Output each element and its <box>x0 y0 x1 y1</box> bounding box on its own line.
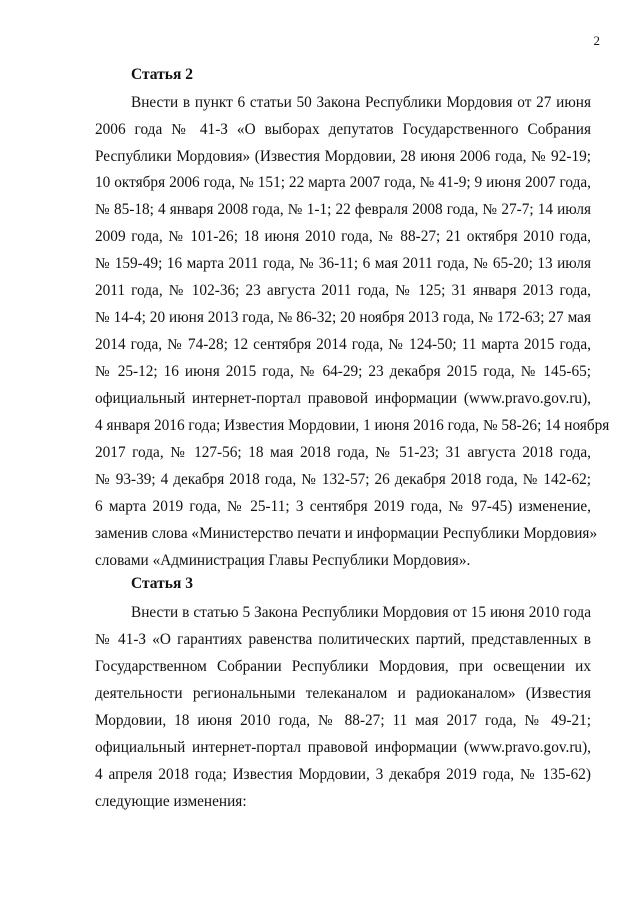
article-2-line: заменив слова «Министерство печати и информации Республики Мордовия» <box>95 525 598 542</box>
article-3-line: Государственном Собрании Республики Мордовия, при освещении их <box>95 658 591 675</box>
article-2-line: 2009 года, № 101-26; 18 июня 2010 года, № 88-27; 21 октября 2010 года, <box>95 228 591 245</box>
article-3-line: официальный интернет-портал правовой информации (www.pravo.gov.ru), <box>95 739 591 756</box>
article-2-line: Внести в пункт 6 статьи 50 Закона Республики Мордовия от 27 июня <box>131 94 591 111</box>
article-3-line: 4 апреля 2018 года; Известия Мордовии, 3 декабря 2019 года, № 135-62) <box>95 766 591 783</box>
article-3-line: Мордовии, 18 июня 2010 года, № 88-27; 11 мая 2017 года, № 49-21; <box>95 712 591 729</box>
article-3-line: № 41-З «О гарантиях равенства политических партий, представленных в <box>95 631 591 648</box>
article-2-line: 10 октября 2006 года, № 151; 22 марта 2007 года, № 41-9; 9 июня 2007 года, <box>95 174 591 191</box>
article-2-line: № 14-4; 20 июня 2013 года, № 86-32; 20 ноября 2013 года, № 172-63; 27 мая <box>95 309 591 326</box>
article-3-line: следующие изменения: <box>95 793 247 810</box>
article-2-line: № 85-18; 4 января 2008 года, № 1-1; 22 февраля 2008 года, № 27-7; 14 июля <box>95 201 591 218</box>
article-2-line: словами «Администрация Главы Республики Мордовия». <box>95 552 471 569</box>
article-2-line: официальный интернет-портал правовой информации (www.pravo.gov.ru), <box>95 390 591 407</box>
article-2-heading: Статья 2 <box>131 66 193 83</box>
article-2-line: № 159-49; 16 марта 2011 года, № 36-11; 6 мая 2011 года, № 65-20; 13 июля <box>95 255 591 272</box>
article-3-line: Внести в статью 5 Закона Республики Мордовия от 15 июня 2010 года <box>131 604 591 621</box>
article-2-line: 2006 года № 41-З «О выборах депутатов Государственного Собрания <box>95 121 591 138</box>
article-2-line: 2017 года, № 127-56; 18 мая 2018 года, № 51-23; 31 августа 2018 года, <box>95 444 591 461</box>
article-2-line: Республики Мордовия» (Известия Мордовии, 28 июня 2006 года, № 92-19; <box>95 148 591 165</box>
article-2-line: 2011 года, № 102-36; 23 августа 2011 года, № 125; 31 января 2013 года, <box>95 282 591 299</box>
article-3-line: деятельности региональными телеканалом и радиоканалом» (Известия <box>95 685 591 702</box>
article-3-heading: Статья 3 <box>131 575 193 592</box>
article-2-line: 2014 года, № 74-28; 12 сентября 2014 года, № 124-50; 11 марта 2015 года, <box>95 336 591 353</box>
page-number: 2 <box>593 33 600 48</box>
article-2-line: 6 марта 2019 года, № 25-11; 3 сентября 2019 года, № 97-45) изменение, <box>95 498 591 515</box>
article-2-line: 4 января 2016 года; Известия Мордовии, 1 июня 2016 года, № 58-26; 14 ноября <box>95 417 610 434</box>
article-2-line: № 93-39; 4 декабря 2018 года, № 132-57; 26 декабря 2018 года, № 142-62; <box>95 471 591 488</box>
article-2-line: № 25-12; 16 июня 2015 года, № 64-29; 23 декабря 2015 года, № 145-65; <box>95 363 591 380</box>
